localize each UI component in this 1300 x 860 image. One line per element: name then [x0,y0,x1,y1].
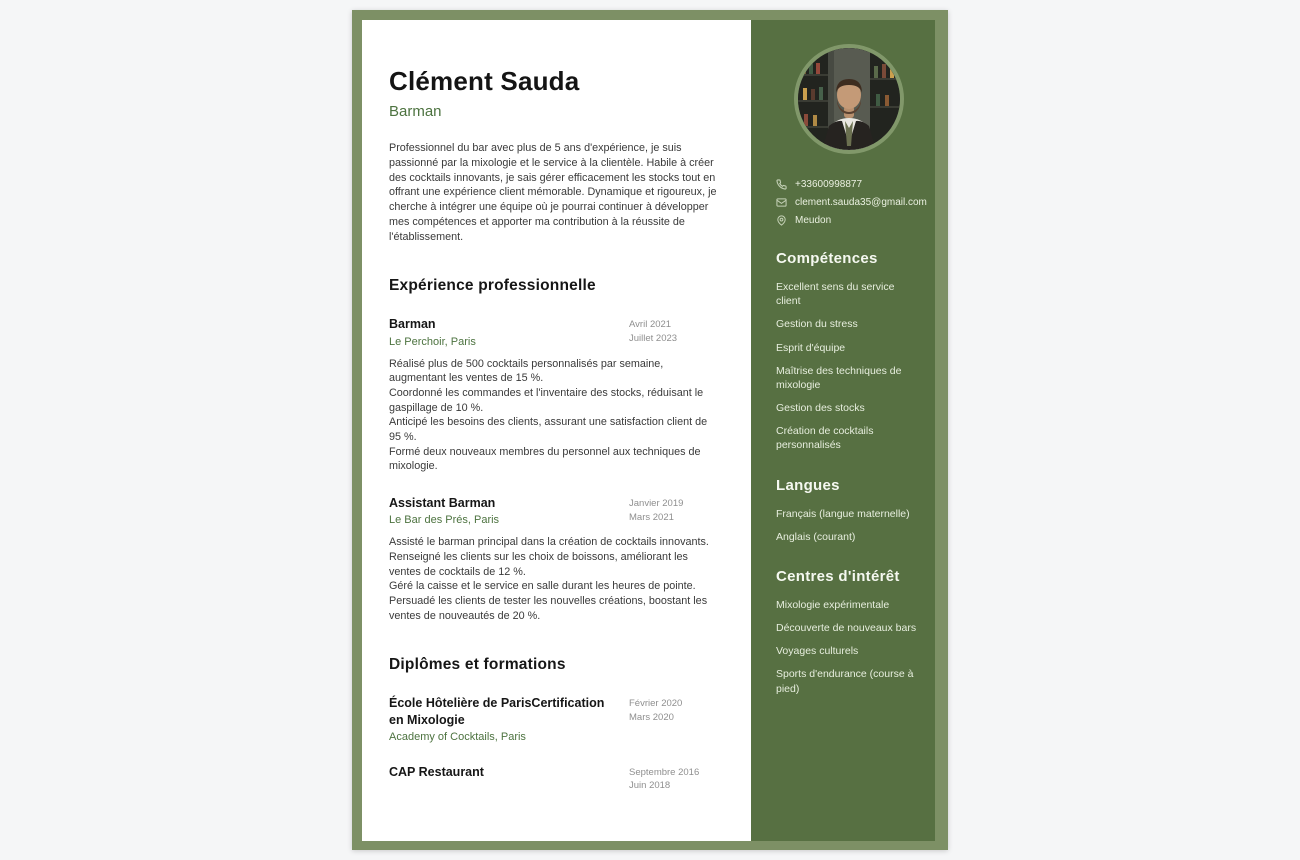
candidate-name: Clément Sauda [389,66,580,96]
candidate-job-title: Barman [389,103,442,120]
diploma-date-start: Février 2020 [629,698,683,710]
job-description-line: Géré la caisse et le service en salle durant les heures de pointe. [389,580,696,593]
location-icon [776,215,787,226]
diploma-title: CAP Restaurant [389,764,484,779]
section-heading-experience: Expérience professionnelle [389,277,596,295]
interests-list [776,598,917,696]
job-date-end: Mars 2021 [629,511,674,523]
job-description-line: Formé deux nouveaux membres du personnel aux techniques de mixologie. [389,445,701,473]
job-dates [629,495,717,526]
diploma-dates [629,764,717,793]
job-date-start: Avril 2021 [629,319,672,331]
diploma-date-start: Septembre 2016 [629,766,700,778]
contact-location-value: Meudon [795,215,832,226]
interest-item: Découverte de nouveaux bars [776,622,917,635]
section-experience [389,277,717,623]
contact-location [776,215,917,226]
profile-photo [794,44,904,154]
resume-sidebar [751,20,935,841]
job-company: Le Bar des Prés, Paris [389,514,500,527]
contact-phone [776,179,917,190]
sidebar-heading-languages: Langues [776,476,840,494]
skill-item: Gestion des stocks [776,402,865,415]
job-description-line: Coordonné les commandes et l'inventaire des stocks, réduisant le gaspillage de 10 %. [389,387,704,414]
interest-item: Sports d'endurance (course à pied) [776,668,914,695]
job-description [389,535,717,623]
skill-item: Création de cocktails personnalisés [776,425,874,452]
contact-list [776,179,927,226]
contact-email-value: clement.sauda35@gmail.com [795,197,927,208]
section-heading-education: Diplômes et formations [389,656,566,674]
skills-list [776,280,917,453]
experience-entry [389,495,717,623]
language-item: Français (langue maternelle) [776,507,910,520]
job-company: Le Perchoir, Paris [389,335,476,348]
sidebar-heading-skills: Compétences [776,250,878,267]
diploma-title: École Hôtelière de ParisCertification en Mixologie [389,696,605,727]
job-title: Barman [389,317,436,332]
job-description-line: Persuadé les clients de tester les nouvelles créations, boostant les ventes de nouveautés de 20 %. [389,595,708,622]
job-description-line: Renseigné les clients sur les choix de boissons, améliorant les ventes de cocktails de 12 %. [389,551,688,578]
education-entry [389,764,717,793]
language-item: Anglais (courant) [776,530,856,543]
sidebar-heading-interests: Centres d'intérêt [776,567,900,585]
diploma-date-end: Juin 2018 [629,780,671,792]
interest-item: Voyages culturels [776,645,859,658]
diploma-school: Academy of Cocktails, Paris [389,730,526,743]
experience-entry [389,316,717,474]
job-description-line: Assisté le barman principal dans la création de cocktails innovants. [389,536,709,549]
resume-page [352,10,948,850]
job-date-start: Janvier 2019 [629,498,684,510]
diploma-date-end: Mars 2020 [629,711,674,723]
job-title: Assistant Barman [389,496,496,511]
job-dates [629,316,717,347]
job-date-end: Juillet 2023 [629,332,678,344]
email-icon [776,197,787,208]
phone-icon [776,179,787,190]
skill-item: Maîtrise des techniques de mixologie [776,364,902,391]
job-description-line: Réalisé plus de 500 cocktails personnalisés par semaine, augmentant les ventes de 15 %. [389,357,664,385]
section-education [389,656,717,792]
job-description-line: Anticipé les besoins des clients, assurant une satisfaction client de 95 %. [389,416,708,444]
contact-phone-value: +33600998877 [795,179,863,190]
interest-item: Mixologie expérimentale [776,598,890,611]
contact-email [776,197,927,208]
barman-photo-illustration [798,48,900,150]
profile-summary: Professionnel du bar avec plus de 5 ans d'expérience, je suis passionné par la mixologie et le service à la clientèle. Habile à créer des cocktails innovants, je sais gérer efficacement les stocks tout en offrant une expérience client mémorable. Dynamique et rigoureux, je cherche à intégrer une équipe où je pourrai continuer à développer mes compétences et apporter ma contribution à la réussite de l'établissement. [389,142,717,243]
resume-main-column [362,20,751,841]
languages-list [776,507,917,544]
diploma-dates [629,695,717,743]
skill-item: Esprit d'équipe [776,341,846,354]
education-entry [389,695,717,743]
job-description [389,357,717,474]
skill-item: Excellent sens du service client [776,281,895,308]
skill-item: Gestion du stress [776,318,858,331]
